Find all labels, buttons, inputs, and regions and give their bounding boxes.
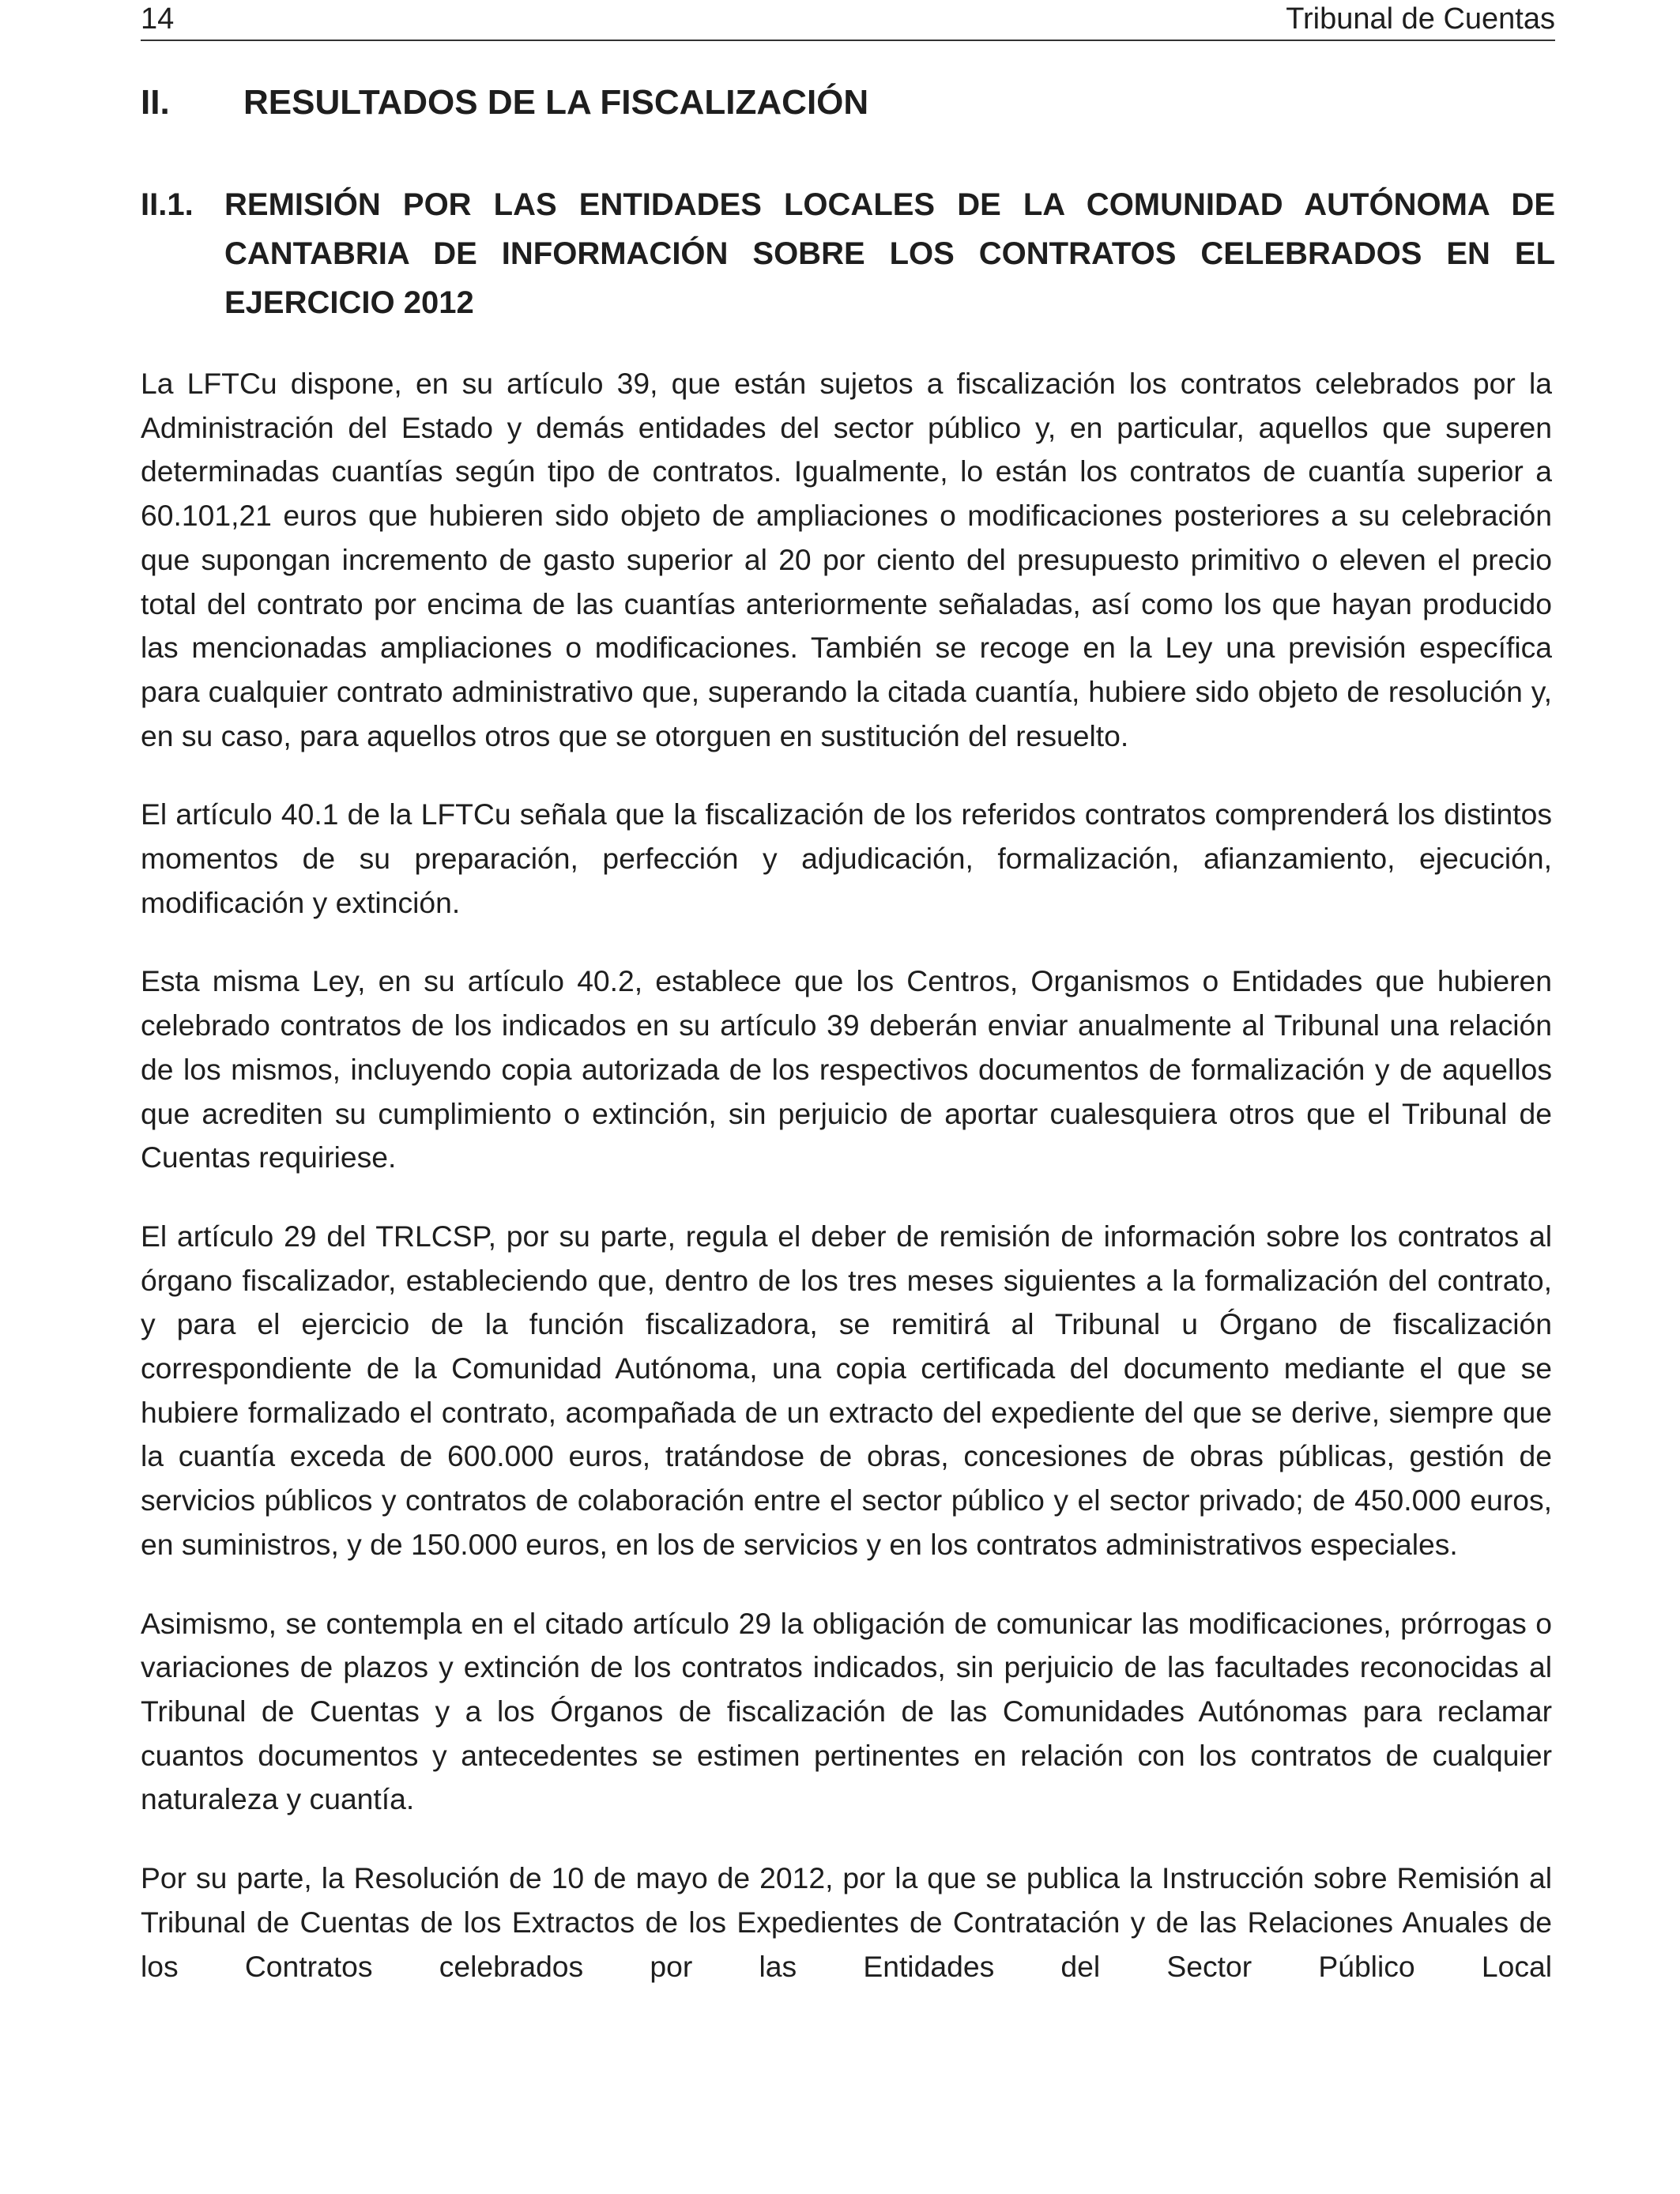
body-text — [141, 362, 1552, 2023]
section-title: RESULTADOS DE LA FISCALIZACIÓN — [243, 83, 869, 122]
subsection-heading — [141, 180, 1555, 327]
subsection-number: II.1. — [141, 187, 194, 222]
paragraph: El artículo 40.1 de la LFTCu señala que la fiscalización de los referidos contratos comprenderá los distintos momentos de su preparación, perfección y adjudicación, formalización, afianzamiento, ejecución, modificación y extinción. — [141, 797, 1552, 919]
paragraph: Asimismo, se contempla en el citado artículo 29 la obligación de comunicar las modificaciones, prórrogas o variaciones de plazos y extinción de los contratos indicados, sin perjuicio de las facultades reconocidas al Tribunal de Cuentas y a los Órganos de fiscalización de las Comunidades Autónomas para reclamar cuantos documentos y antecedentes se estimen pertinentes en relación con los contratos de cualquier naturaleza y cuantía. — [141, 1606, 1552, 1816]
page-number: 14 — [141, 2, 175, 36]
section-heading — [141, 77, 1563, 128]
paragraph: La LFTCu dispone, en su artículo 39, que están sujetos a fiscalización los contratos celebrados por la Administración del Estado y demás entidades del sector público y, en particular, aquellos que superen determinadas cuantías según tipo de contratos. Igualmente, lo están los contratos de cuantía superior a 60.101,21 euros que hubieren sido objeto de ampliaciones o modificaciones posteriores a su celebración que supongan incremento de gasto superior al 20 por ciento del presupuesto primitivo o eleven el precio total del contrato por encima de las cuantías anteriormente señaladas, así como los que hayan producido las mencionadas ampliaciones o modificaciones. También se recoge en la Ley una previsión específica para cualquier contrato administrativo que, superando la citada cuantía, hubiere sido objeto de resolución y, en su caso, para aquellos otros que se otorguen en sustitución del resuelto. — [141, 367, 1552, 752]
running-header — [141, 0, 1555, 41]
paragraph: El artículo 29 del TRLCSP, por su parte, regula el deber de remisión de información sobre los contratos al órgano fiscalizador, estableciendo que, dentro de los tres meses siguientes a la formalización del contrato, y para el ejercicio de la función fiscalizadora, se remitirá al Tribunal u Órgano de fiscalización correspondiente de la Comunidad Autónoma, una copia certificada del documento mediante el que se hubiere formalizado el contrato, acompañada de un extracto del expediente del que se derive, siempre que la cuantía exceda de 600.000 euros, tratándose de obras, concesiones de obras públicas, gestión de servicios públicos y contratos de colaboración entre el sector público y el sector privado; de 450.000 euros, en suministros, y de 150.000 euros, en los de servicios y en los contratos administrativos especiales. — [141, 1219, 1552, 1561]
paragraph: Por su parte, la Resolución de 10 de mayo de 2012, por la que se publica la Instrucción sobre Remisión al Tribunal de Cuentas de los Extractos de los Expedientes de Contratación y de las Relaciones Anuales de los Contratos celebrados por las Entidades del Sector Público Local — [141, 1861, 1552, 1983]
header-title: Tribunal de Cuentas — [1286, 2, 1555, 36]
subsection-title: REMISIÓN POR LAS ENTIDADES LOCALES DE LA COMUNIDAD AUTÓNOMA DE CANTABRIA DE INFORMACIÓN SOBRE LOS CONTRATOS CELEBRADOS EN EL EJERCICIO 2012 — [224, 187, 1555, 320]
section-number: II. — [141, 83, 170, 122]
paragraph: Esta misma Ley, en su artículo 40.2, establece que los Centros, Organismos o Entidades que hubieren celebrado contratos de los indicados en su artículo 39 deberán enviar anualmente al Tribunal una relación de los mismos, incluyendo copia autorizada de los respectivos documentos de formalización y de aquellos que acrediten su cumplimiento o extinción, sin perjuicio de aportar cualesquiera otros que el Tribunal de Cuentas requiriese. — [141, 964, 1552, 1174]
